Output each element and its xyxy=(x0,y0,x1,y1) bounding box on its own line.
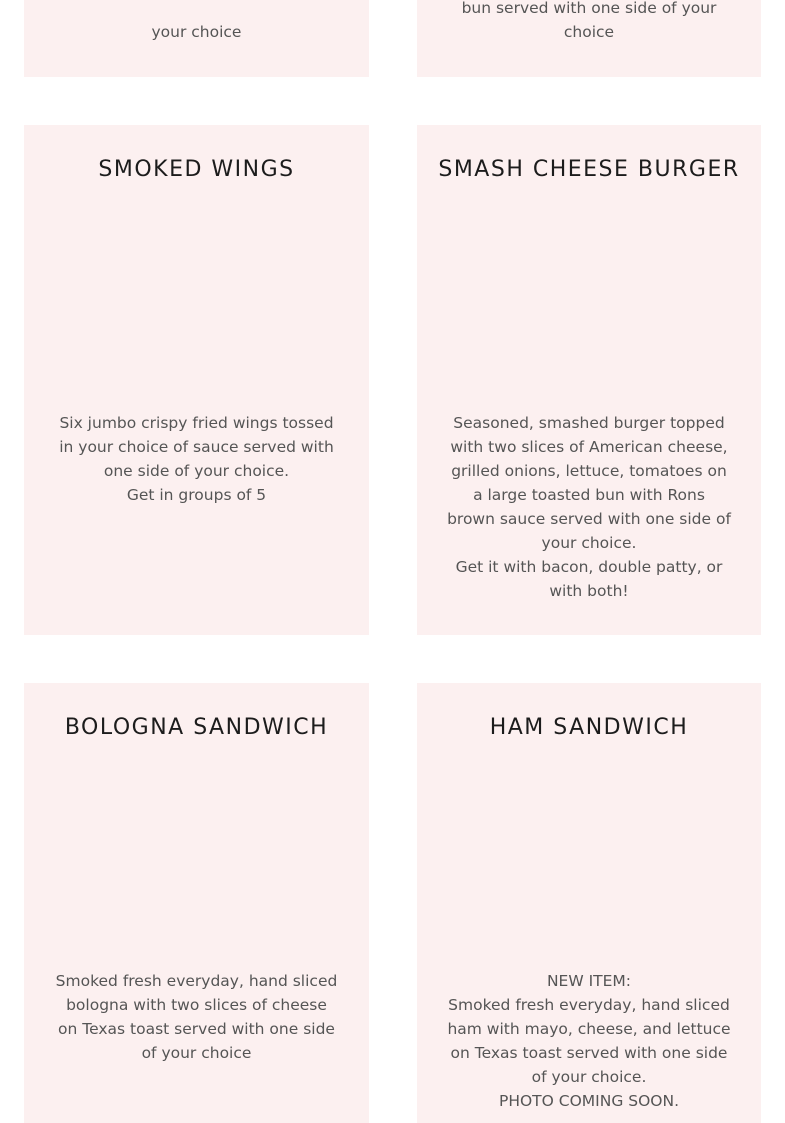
description-line: Smoked fresh everyday, hand sliced ham with mayo, cheese, and lettuce on Texas toast served with one side of your choice. xyxy=(447,996,731,1086)
description-line: Seasoned, smashed burger topped with two slices of American cheese, grilled onions, lettuce, tomatoes on a large toasted bun with Rons brown sauce served with one side of your choice. xyxy=(447,414,731,552)
description-line: PHOTO COMING SOON. xyxy=(498,1092,680,1110)
description-line: NEW ITEM: xyxy=(546,972,632,990)
menu-card-description xyxy=(24,411,369,507)
menu-card-description xyxy=(417,411,761,603)
menu-item-title: SMOKED WINGS xyxy=(98,157,295,182)
menu-card-bologna-sandwich xyxy=(24,683,369,1123)
description-line: Smoked fresh everyday, hand sliced bologna with two slices of cheese on Texas toast served with one side of your choice xyxy=(55,972,338,1062)
menu-card-ham-sandwich xyxy=(417,683,761,1123)
menu-card-smoked-wings xyxy=(24,125,369,635)
description-line: Get in groups of 5 xyxy=(126,486,267,504)
description-line: your choice xyxy=(151,23,242,41)
menu-card-description xyxy=(24,20,369,44)
menu-card-smash-cheese-burger xyxy=(417,125,761,635)
menu-card-partial-left xyxy=(24,0,369,77)
description-line: bun served with one side of your choice xyxy=(461,0,717,41)
menu-card-partial-right xyxy=(417,0,761,77)
menu-card-description xyxy=(417,969,761,1113)
description-line: Get it with bacon, double patty, or with both! xyxy=(455,558,723,600)
menu-card-description xyxy=(417,0,761,44)
menu-item-title: SMASH CHEESE BURGER xyxy=(438,157,740,182)
description-line: Six jumbo crispy fried wings tossed in your choice of sauce served with one side of your choice. xyxy=(59,414,334,480)
menu-item-title: HAM SANDWICH xyxy=(489,715,689,740)
menu-item-title: BOLOGNA SANDWICH xyxy=(64,715,329,740)
menu-card-description xyxy=(24,969,369,1065)
